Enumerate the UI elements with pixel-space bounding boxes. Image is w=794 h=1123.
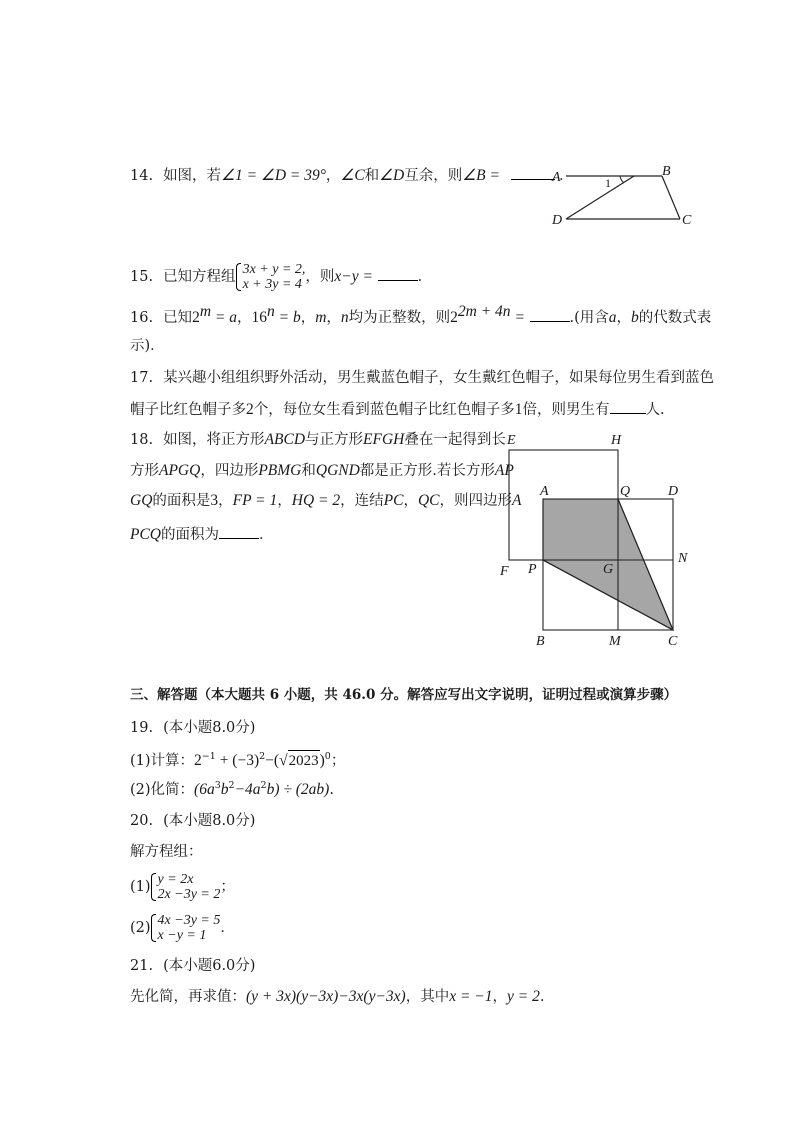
question-21: 21. (本小题6.0分) bbox=[130, 958, 256, 974]
label-A: A bbox=[540, 484, 549, 499]
question-15: 15. 已知方程组 3x + y = 2, x + 3y = 4 ，则x−y = ． bbox=[130, 262, 433, 292]
question-number: 20. bbox=[130, 813, 154, 829]
label-H: H bbox=[611, 433, 622, 448]
figure-q14 bbox=[548, 160, 698, 232]
label-P: P bbox=[528, 562, 537, 577]
question-number: 16. bbox=[130, 310, 154, 326]
question-19-part2: (2)化简：$(6a^3b^2-4a^2b) \div (2ab)$. bbox=[130, 780, 334, 798]
question-19: 19. (本小题8.0分) bbox=[130, 720, 256, 736]
angle-1-arc bbox=[620, 176, 624, 183]
question-18-line2: 方形APGQ，四边形PBMG和QGND都是正方形.若长方形AP bbox=[130, 462, 514, 479]
question-number: 19. bbox=[130, 720, 154, 736]
segment-BC bbox=[662, 176, 680, 219]
label-angle-1: 1 bbox=[605, 176, 611, 190]
question-number: 17. bbox=[130, 370, 154, 386]
label-F: F bbox=[500, 564, 509, 579]
question-number: 14. bbox=[130, 168, 154, 184]
question-14: 14. 如图，若∠1 = ∠D = 39°，∠C和∠D互余，则∠B = ． bbox=[130, 164, 574, 186]
label-E: E bbox=[507, 433, 516, 448]
label-B: B bbox=[536, 634, 545, 649]
answer-blank[interactable] bbox=[378, 265, 418, 281]
question-19-part1: (1)计算：$2^{-1} + (-3)^2-(√2023)^0$； bbox=[130, 751, 346, 769]
question-20: 20. (本小题8.0分) bbox=[130, 813, 256, 829]
question-18: 18. 如图，将正方形ABCD与正方形EFGH叠在一起得到长 bbox=[130, 431, 506, 448]
question-16-line2: 示)． bbox=[130, 338, 165, 354]
label-A: A bbox=[552, 170, 561, 185]
equation-system: 4x −3y = 5 x −y = 1 bbox=[151, 913, 221, 943]
answer-blank[interactable] bbox=[610, 398, 646, 414]
answer-blank[interactable] bbox=[530, 306, 570, 322]
question-number: 18. bbox=[130, 432, 154, 448]
label-D: D bbox=[668, 484, 679, 499]
label-C: C bbox=[682, 213, 692, 228]
label-Q: Q bbox=[620, 484, 631, 499]
label-B: B bbox=[662, 164, 671, 179]
equation-system: y = 2x 2x −3y = 2 bbox=[151, 872, 221, 902]
equation-system: 3x + y = 2, x + 3y = 4 bbox=[236, 262, 306, 292]
question-16: 16. 已知$2^m = a$，$16^n = b$，m，n均为正整数，则$2^{2m + 4n}$ = .(用含a，b的代数式表 bbox=[130, 303, 712, 326]
label-C: C bbox=[668, 634, 678, 649]
question-18-line3: GQ的面积是3，FP = 1，HQ = 2，连结PC，QC，则四边形A bbox=[130, 492, 522, 509]
question-number: 15. bbox=[130, 269, 154, 285]
sqrt-symbol: √ bbox=[279, 752, 288, 769]
label-G: G bbox=[603, 562, 614, 577]
question-21-body: 先化简，再求值：(y + 3x)(y−3x)−3x(y−3x)，其中x = −1，y = 2. bbox=[130, 988, 545, 1005]
answer-blank[interactable] bbox=[219, 523, 259, 539]
question-18-line4: PCQ的面积为 ． bbox=[130, 523, 274, 545]
label-D: D bbox=[552, 213, 563, 228]
section-3-heading: 三、解答题（本大题共 6 小题，共 46.0 分。解答应写出文字说明，证明过程或演算步骤） bbox=[130, 687, 678, 703]
question-20-system-1: (1) y = 2x 2x −3y = 2 ； bbox=[130, 872, 235, 902]
figure-q18 bbox=[495, 428, 700, 652]
label-N: N bbox=[678, 551, 688, 566]
question-17: 17. 某兴趣小组组织野外活动，男生戴蓝色帽子，女生戴红色帽子，如果每位男生看到蓝色 bbox=[130, 370, 715, 386]
question-20-system-2: (2) 4x −3y = 5 x −y = 1 ． bbox=[130, 913, 235, 943]
label-M: M bbox=[609, 634, 621, 649]
question-17-line2: 帽子比红色帽子多2个，每位女生看到蓝色帽子比红色帽子多1倍，则男生有 人. bbox=[130, 398, 665, 420]
question-20-intro: 解方程组： bbox=[130, 844, 203, 860]
question-number: 21. bbox=[130, 958, 154, 974]
